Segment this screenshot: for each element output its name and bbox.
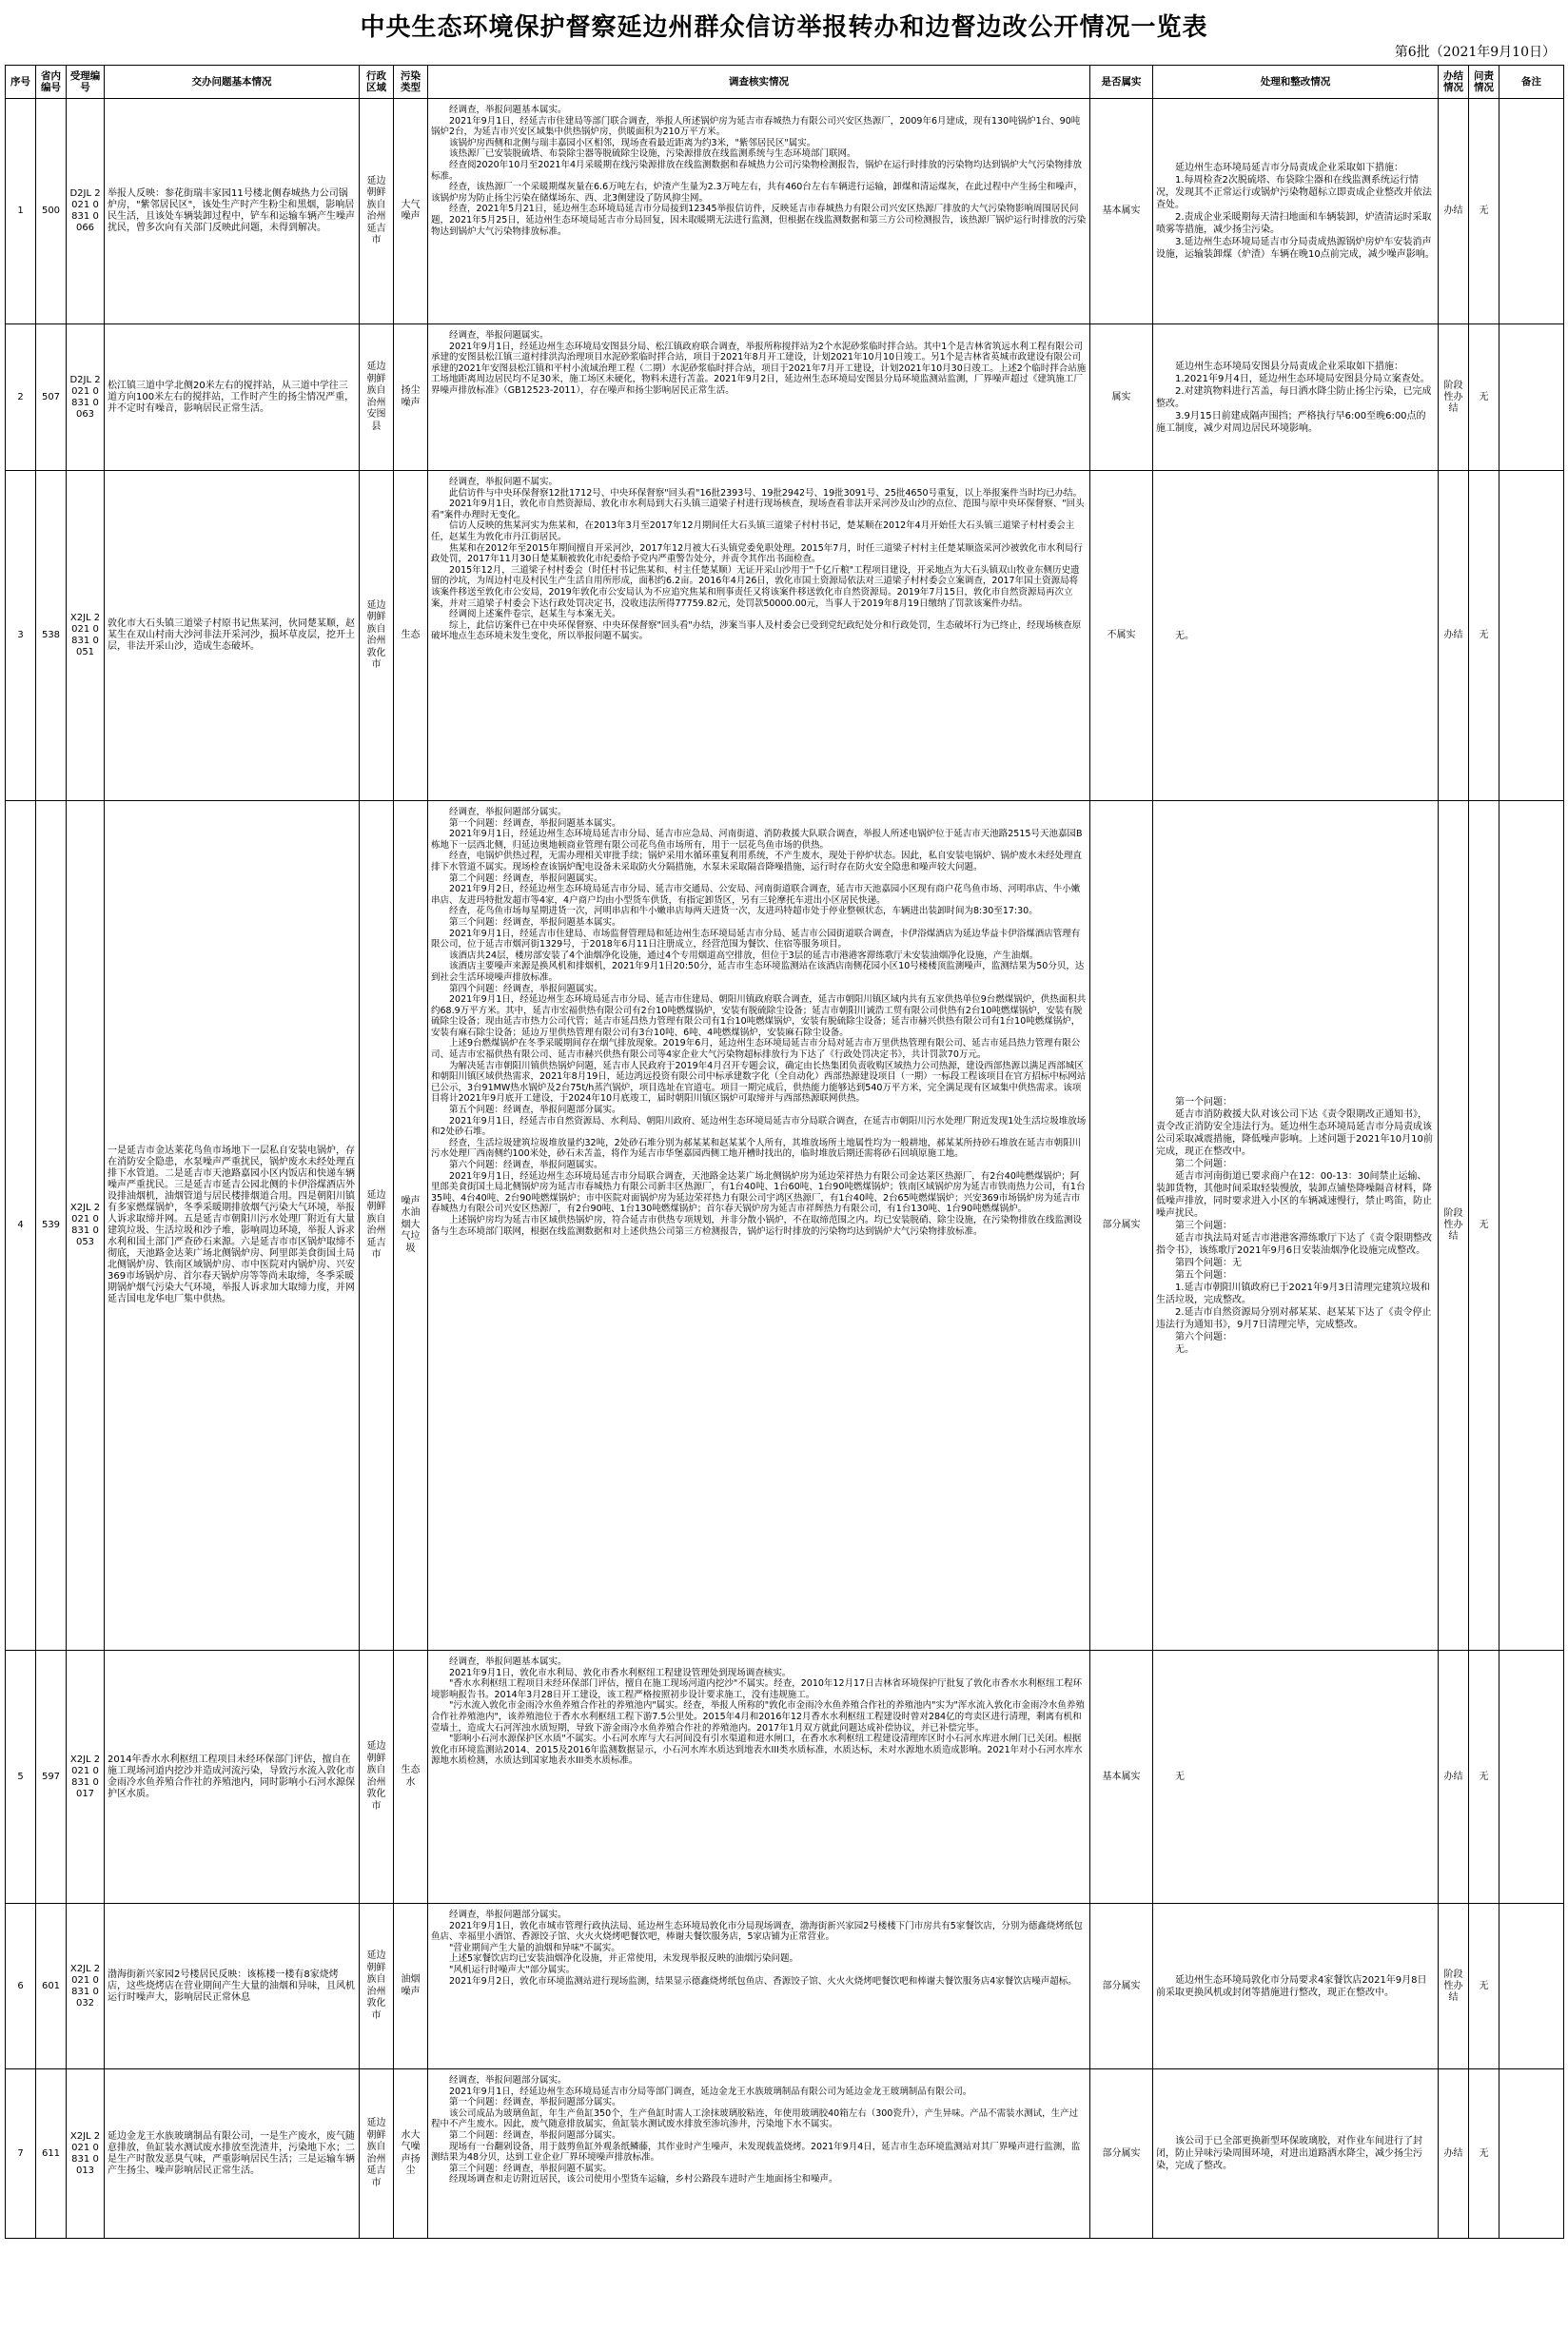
cell-survey-paragraph: "风机运行时噪声大"部分属实。 — [449, 1964, 576, 1975]
cell-done: 阶段性办结 — [1439, 324, 1469, 471]
cell-prov-no: 601 — [36, 1904, 67, 2069]
cell-survey-paragraph: 经查，该热源厂一个采暖期煤灰量在6.6万吨左右，炉渣产生量为2.3万吨左右，共有460台左右车辆进行运输，卸煤和清运煤灰，在此过程中产生扬尘和噪声，该锅炉房为防止扬尘污染在储煤场东、西、北3侧建设了防风抑尘网。 — [431, 182, 1083, 204]
header-note: 备注 — [1499, 66, 1564, 99]
cell-problem: 松江镇三道中学北侧20米左右的搅拌站，从三道中学往三道方向100米左右的搅拌站，工作时产生的扬尘情况严重，并不定时有噪音，影响居民正常生活。 — [105, 324, 360, 471]
cell-handling-paragraph: 1.延吉市朝阳川镇政府已于2021年9月3日清理完建筑垃圾和生活垃圾，完成整改。 — [1156, 1282, 1430, 1305]
cell-survey-paragraph: 第一个问题：经调查，举报问题基本属实。 — [449, 817, 621, 829]
cell-problem: 渤海街新兴家园2号楼居民反映：该栋楼一楼有8家烧烤店，这些烧烤店在营业期间产生大量的油烟和异味，且风机运行时噪声大，影响居民正常休息 — [105, 1904, 360, 2069]
cell-accept-no: X2JL 2021 0831 0013 — [67, 2069, 105, 2239]
cell-survey-paragraph: 2021年9月1日，经延边州生态环境局延吉市分局等部门调查，延边金龙王水族玻璃制品有限公司为延边金龙王玻璃制品有限公司。 — [449, 2086, 972, 2097]
cell-handling-paragraph: 延边州生态环境局安图县分局责成企业采取如下措施： — [1175, 361, 1403, 372]
cell-handling-paragraph: 延吉市执法局对延吉市港港客滞练歌厅下达了《责令限期整改指令书》，该练歌厅2021年9月6日安装油烟净化设施完成整改。 — [1156, 1232, 1432, 1256]
cell-survey-paragraph: 上述5家餐饮店均已安装油烟净化设施，并正常使用，未发现举报反映的油烟污染问题。 — [449, 1953, 799, 1965]
cell-handling-paragraph: 1.每周检查2次脱硫塔、布袋除尘器和在线监测系统运行情况，发现其不正常运行或锅炉污染物超标立即责成企业整改并依法查处。 — [1156, 175, 1432, 210]
cell-region: 延边朝鲜族自治州延吉市 — [360, 99, 394, 324]
cell-survey-paragraph: 经查，花鸟鱼市场每星期进货一次，河明串店和牛小嫩串店每两天进货一次，友进玛特超市处于停业整顿状态，车辆进出装卸时间为8:30至17:30。 — [449, 906, 1038, 917]
cell-handling — [1153, 99, 1439, 324]
cell-handling-paragraph: 1.2021年9月4日，延边州生态环境局安图县分局立案查处。 — [1175, 373, 1430, 384]
cell-survey-paragraph: 第三个问题：经调查，举报问题不属实。 — [449, 2163, 613, 2174]
cell-problem: 2014年香水水利枢纽工程项目未经环保部门评估，擅自在施工现场河道内挖沙并造成河流污染，导致污水流入敦化市金雨冷水鱼养殖合作社的养殖池内，同时影响小石河水源保护区水质。 — [105, 1651, 360, 1904]
cell-handling-paragraph: 2.对建筑物料进行苫盖，每日洒水降尘防止扬尘污染，已完成整改。 — [1156, 385, 1432, 409]
cell-done: 阶段性办结 — [1439, 801, 1469, 1651]
cell-accountability: 无 — [1469, 2069, 1499, 2239]
cell-prov-no: 507 — [36, 324, 67, 471]
cell-region: 延边朝鲜族自治州安图县 — [360, 324, 394, 471]
cell-pollution-type: 水大气噪声扬尘 — [394, 2069, 428, 2239]
cell-survey — [428, 1651, 1090, 1904]
cell-prov-no: 597 — [36, 1651, 67, 1904]
cell-accountability: 无 — [1469, 1651, 1499, 1904]
cell-fact: 不属实 — [1090, 471, 1153, 801]
cell-survey-paragraph: 该酒店共24层，楼房部安装了4个油烟净化设施，通过4个专用烟道高空排放，但位于3层的延吉市港港客滞练歌厅未安装油烟净化设施，产生油烟。 — [449, 950, 1039, 961]
cell-region: 延边朝鲜族自治州延吉市 — [360, 2069, 394, 2239]
cell-done: 办结 — [1439, 99, 1469, 324]
cell-survey-paragraph: 经调查，举报问题基本属实。 — [449, 105, 567, 115]
cell-handling-paragraph: 无。 — [1175, 1343, 1194, 1355]
cell-survey-paragraph: 经调查，举报问题部分属实。 — [449, 2075, 567, 2086]
cell-note — [1499, 801, 1564, 1651]
header-handling: 处理和整改情况 — [1153, 66, 1439, 99]
cell-survey — [428, 99, 1090, 324]
cell-pollution-type: 大气噪声 — [394, 99, 428, 324]
cell-survey-paragraph: 焦某和在2012年至2015年期间擅自开采河沙，2017年12月被大石头镇党委免职处理。2015年7月，时任三道梁子村村主任楚某顺盗采河沙被敦化市水利局行政处罚，2017年11月30日楚某顺被敦化市纪委给予党内严重警告处分，并责令其作出书面检查。 — [431, 542, 1083, 565]
cell-survey-paragraph: 现场有一台翻剁设备，用于鼓剪鱼缸外观条纸鳞藤，其作业时产生噪声，未发现载盖烧烤。2021年9月4日，延吉市生态环境监测站对其厂界噪声进行监测，监测结果为48分贝，达到工业企业厂界环境噪声排放标准。 — [431, 2141, 1081, 2164]
cell-survey — [428, 801, 1090, 1651]
cell-note — [1499, 1651, 1564, 1904]
cell-survey-paragraph: "影响小石河水源保护区水质"不属实。小石河水库与大石河间没有引水渠道和进水闸口，在香水水利枢纽工程建设清理库区时小石河水库进水闸门已关闭。根据敦化市环境监测站2014、2015及2016年监测数据显示，小石河水库水质达到地表水III类水质标准，水质达标，未对水源地水质造成影响。2021年对小石河水库水源地水质检测，水质达到国家地表水III类水质标准。 — [431, 1734, 1083, 1767]
cell-fact: 属实 — [1090, 324, 1153, 471]
cell-survey-paragraph: 上述9台燃煤锅炉在冬季采暖期间存在烟气排放现象。2019年6月，延边州生态环境局延吉市分局对延吉市万里供热管理有限公司、延吉市延昌热力管理有限公司、延吉市宏福供热有限公司、延吉市赫兴供热有限公司等4家企业大气污染物超标排放行为下达了《行政处罚决定书》，共计罚款70万元。 — [431, 1038, 1081, 1061]
header-survey: 调查核实情况 — [428, 66, 1090, 99]
cell-handling-paragraph: 第一个问题： — [1175, 1096, 1232, 1107]
cell-region: 延边朝鲜族自治州敦化市 — [360, 1904, 394, 2069]
cell-handling-paragraph: 2.责成企业采暖期每天清扫地面和车辆装卸，炉渣清运时采取喷雾等措施，减少扬尘污染。 — [1156, 212, 1432, 235]
cell-fact: 部分属实 — [1090, 1904, 1153, 2069]
header-fact: 是否属实 — [1090, 66, 1153, 99]
cell-survey-paragraph: 为解决延吉市朝阳川镇供热锅炉问题，延吉市人民政府于2019年4月召开专题会议，确定由长热集团负责收购区域热力公司热源，建设西部热源以满足西部城区和朝阳川镇区域供热需求，2021年8月19日，延边鸿远投资有限公司中标承建数字化（全自动化）西部热源建设项目（一期）一标段工程该项目在官方招标中标网站已公示，3台91MW热水锅炉及2台75t/h蒸汽锅炉，项目选址在官道屯。项目一期完成后，供热能力能够达到540万平方米，完全满足现有区域集中供热需求。该项目将计2021年9月底开工建设，于2024年10月底竣工，届时朝阳川镇区锅炉可取缔并与西部热源联网供热。 — [431, 1060, 1087, 1105]
cell-note — [1499, 99, 1564, 324]
cell-problem: 一是延吉市金达莱花鸟鱼市场地下一层私自安装电锅炉，存在消防安全隐患，水泵噪声严重扰民，锅炉废水未经处理直排下水管道。二是延吉市天池路嘉园小区内饭店和快递车辆噪声严重扰民。三是延吉市延吉公园北侧的卡伊浴煤酒店外设排油烟机，油烟管道与居民楼排烟道合用。四是朝阳川镇有多家燃煤锅炉，冬季采暖期排放烟气污染大气环境，举报人诉求取缔并网。五是延吉市朝阳川污水处理厂附近有大量建筑垃圾、生活垃圾和沙子堆，影响周边环境，举报人诉求水利和国土部门严查砂石来源。六是延吉市市区锅炉取缔不彻底，天池路金达莱广场北侧锅炉房、阿里郎美食街国土局北侧锅炉房、铁南区域锅炉房、市中医院对内锅炉房、兴安369市场锅炉房、首尔春天锅炉房等等尚未取缔，冬季采暖期锅炉烟气污染大气环境，举报人诉求加大取缔力度，并网延吉国电龙华电厂集中供热。 — [105, 801, 360, 1651]
cell-survey-paragraph: 综上，此信访案件已在中央环保督察、中央环保督察"回头看"办结，涉案当事人及村委会已受到党纪政纪处分和行政处罚，生态破坏行为已终止，经现场核查原破坏地点生态环境未发生变化，所以举报问题不属实。 — [431, 619, 1082, 642]
batch-date: 第6批（2021年9月10日） — [1394, 45, 1556, 60]
cell-handling-paragraph: 延吉市河南街道已要求商户在12：00-13：30间禁止运输、装卸货物，其他时间采取轻装慢放，装卸点铺垫降噪隔音材料，降低噪声排放，同时要求进入小区的车辆减速慢行，禁止鸣笛，防止噪声扰民。 — [1156, 1170, 1432, 1219]
cell-handling-paragraph: 第六个问题： — [1175, 1331, 1232, 1342]
cell-fact: 部分属实 — [1090, 801, 1153, 1651]
cell-survey-paragraph: 信访人反映的焦某河实为焦某和，在2013年3月至2017年12月期间任大石头镇三道梁子村村书记，楚某顺在2012年4月开始任大石头镇三道梁子村村委会主任，赵某生为敦化市丹江街居民。 — [431, 520, 1075, 542]
table-header-row — [6, 66, 1564, 99]
cell-handling-paragraph: 延边州生态环境局敦化市分局要求4家餐饮店2021年9月8日前采取更换风机或封闭等措施进行整改，现正在整改中。 — [1156, 1974, 1427, 1998]
header-problem: 交办问题基本情况 — [105, 66, 360, 99]
cell-handling-paragraph: 延边州生态环境局延吉市分局责成企业采取如下措施： — [1175, 163, 1403, 173]
cell-seq: 4 — [6, 801, 36, 1651]
cell-pollution-type: 生态水 — [394, 1651, 428, 1904]
cell-accountability: 无 — [1469, 471, 1499, 801]
cell-handling-paragraph: 第三个问题： — [1175, 1220, 1232, 1231]
cell-seq: 2 — [6, 324, 36, 471]
cell-survey-paragraph: 经调查，举报问题基本属实。 — [449, 1656, 567, 1667]
cell-accept-no: X2JL 2021 0831 0017 — [67, 1651, 105, 1904]
cell-survey — [428, 471, 1090, 801]
cell-accept-no: X2JL 2021 0831 0032 — [67, 1904, 105, 2069]
cell-note — [1499, 471, 1564, 801]
cell-survey-paragraph: 经调查，举报问题部分属实。 — [449, 1910, 567, 1920]
cell-survey-paragraph: 该公司成品为玻璃鱼缸，年生产鱼缸350个，生产鱼缸时需人工涂抹玻璃胶粘连，年使用玻璃胶40箱左右（300瓷升），产生异味。产品不需装水测试，生产过程中不产生废水。因此，废气随意排放属实，鱼缸装水测试废水排放至渗坑渗井，污染地下水不属实。 — [431, 2107, 1079, 2130]
cell-handling — [1153, 1651, 1439, 1904]
cell-survey-paragraph: 2015年12月，三道梁子村村委会（时任村书记焦某和、村主任楚某顺）无证开采山沙用于"千亿斤粮"工程项目建设，开采地点为大石头镇双山牧业东侧历史遗留的沙坑，为周边村屯及村民生产生活自用所形成，面积约6.2亩。2016年4月26日，敦化市国土资源局依法对三道梁子村村委会立案调查，2017年国土资源局将该案件移送至敦化市公安局，2019年敦化市公安局认为不应追究焦某和刑事责任又将该案件移送敦化市自然资源局。2019年7月15日，敦化市自然资源局再次立案，并对三道梁子村委会下达行政处罚决定书，没收违法所得77759.82元，处罚款50000.00元，当事人于2019年8月19日缴纳了罚款该案件办结。 — [431, 564, 1080, 609]
cell-region: 延边朝鲜族自治州延吉市 — [360, 801, 394, 1651]
cell-handling-paragraph: 延吉市消防救援大队对该公司下达《责令限期改正通知书》，责令改正消防安全违法行为。延边州生态环境局延吉市分局责成该公司采取减震措施，降低噪声影响。上述问题于2021年10月10前完成，现正在整改中。 — [1156, 1108, 1433, 1157]
cell-survey-paragraph: 第二个问题：经调查，举报问题属实。 — [449, 872, 603, 884]
cell-survey-paragraph: 第一个问题：经调查，举报问题部分属实。 — [449, 2097, 621, 2108]
cell-pollution-type: 噪声水油烟大气垃圾 — [394, 801, 428, 1651]
cell-survey-paragraph: 2021年9月1日，经延吉市住建局等部门联合调查，举报人所述锅炉房为延吉市春城热力有限公司兴安区热源厂，2009年6月建成，现有130吨锅炉1台、90吨锅炉2台，为延吉市兴安区域集中供热锅炉房，供暖面积为210万平方米。 — [431, 115, 1081, 138]
cell-prov-no: 611 — [36, 2069, 67, 2239]
cell-accept-no: D2JL 2021 0831 0066 — [67, 99, 105, 324]
cell-survey — [428, 2069, 1090, 2239]
cell-survey-paragraph: 该锅炉房西侧和北侧与瑞丰嘉园小区相邻，现场查看最近距离为约3米，"紫邻居民区"属实。 — [449, 137, 816, 148]
cell-pollution-type: 扬尘噪声 — [394, 324, 428, 471]
cell-survey-paragraph: 2021年9月1日，经延吉市住建局、市场监督管理局和延边州生态环境局延吉市分局、延吉市公园街道联合调查，卡伊浴煤酒店为延边华益卡伊浴煤酒店管理有限公司，位于延吉市烟河街1329号，于2018年6月11日注册成立，经营范围为餐饮、住宿等服务项目。 — [431, 928, 1081, 950]
cell-survey-paragraph: 2021年9月1日，敦化市自然资源局、敦化市水利局到大石头镇三道梁子村进行现场核查，现场查看非法开采河沙及山沙的点位、范围与原中央环保督察、"回头看"案件办理时无变化。 — [431, 499, 1085, 520]
table-body — [6, 99, 1564, 2239]
table-row — [6, 2069, 1564, 2239]
header-accept-no: 受理编号 — [67, 66, 105, 99]
cell-survey-paragraph: "营业期间产生大量的油烟和异味"不属实。 — [449, 1942, 620, 1953]
cell-problem: 延边金龙王水族玻璃制品有限公司，一是生产废水，废气随意排放，鱼缸装水测试废水排放至洗渣井，污染地下水；二是生产时散发恶臭气味，严重影响居民生活；三是运输车辆产生扬尘、噪声影响居民正常生活。 — [105, 2069, 360, 2239]
cell-accountability: 无 — [1469, 324, 1499, 471]
cell-handling — [1153, 324, 1439, 471]
cell-survey-paragraph: 经查，电锅炉供热过程，无需办理相关审批手续；锅炉采用水循环重复利用系统，不产生废水，现处于停炉状态。因此，私自安装电锅炉、锅炉废水未经处理直排下水管道不属实。现场检查该锅炉配电设备未采取防火分隔措施，水泵未采取隔音降噪措施，运行时存在防火安全隐患和噪声较大问题。 — [431, 851, 1083, 872]
cell-seq: 1 — [6, 99, 36, 324]
cell-accountability: 无 — [1469, 1904, 1499, 2069]
cell-handling-paragraph: 第二个问题： — [1175, 1158, 1232, 1169]
cell-survey-paragraph: 2021年9月1日，敦化市城市管理行政执法局、延边州生态环境局敦化市分局现场调查，渤海街新兴家园2号楼楼下门市房共有5家餐饮店，分别为德鑫烧烤纸包鱼店、幸福里小酒馆、香源饺子馆、火火火烧烤吧餐饮吧，棒谢夫餐饮服务店，5家店铺为正常营业。 — [431, 1920, 1083, 1943]
cell-handling-paragraph: 该公司于已全部更换新型环保玻璃胶，对作业车间进行了封闭，防止异味污染周围环境，对进出道路洒水降尘，减少扬尘污染，完成了整改。 — [1156, 2136, 1422, 2171]
complaints-table — [5, 65, 1564, 2239]
cell-survey-paragraph: 该热源厂已安装脱硫塔、布袋除尘器等脱硫除尘设施，污染源排放在线监测系统与生态环境部门联网。 — [449, 148, 856, 160]
cell-survey-paragraph: 2021年9月1日，经延边州生态环境局安图县分局、松江镇政府联合调查，举报所称搅拌站为2个水泥砂浆临时拌合站。其中1个是吉林省筑远水利工程有限公司承建的安图县松江镇三道村排洪沟治理项目水泥砂浆临时拌合站，项目于2021年8月开工建设，计划2021年10月10日竣工。另1个是吉林省英城市政建设有限公司承建的2021年安图县松江镇和平村小流域治理工程（二期）水泥砂浆临时拌合站，项目于2021年7月开工建设，计划2021年10月30日竣工。上述2个临时拌合站施工场地距离周边居民均不足30米，施工场区未硬化，物料未进行苫盖。2021年9月2日，延边州生态环境局安图县分局环境监测站监测，厂界噪声超过《建筑施工厂界噪声排放标准》（GB12523-2011），存在噪声和扬尘影响居民正常生活。 — [431, 341, 1087, 396]
cell-survey-paragraph: 此信访件与中央环保督察12批1712号、中央环保督察"回头看"16批2393号、19批2942号、19批3091号、25批4650号重复，以上举报案件当时均已办结。 — [449, 487, 1083, 499]
cell-done: 办结 — [1439, 1651, 1469, 1904]
cell-survey-paragraph: "污水流入敦化市金雨冷水鱼养殖合作社的养殖池内"属实。经查，举报人所称的"敦化市金雨冷水鱼养殖合作社的养殖池内"实为"浑水流入敦化市金雨冷水鱼养殖合作社养殖池内"，该养殖池位于香水水利枢纽工程下游7.5公里处。2015年4月和2016年12月香水水利枢纽工程建设时曾对284亿的弯卖区进行清理，剩离有机和壹墙土，造成大石河浑浊水质短期，导致下游金雨冷水鱼养殖合作社的养殖池内。2017年1月双方就此问题达成补偿协议，并已补偿完毕。 — [431, 1700, 1085, 1734]
cell-prov-no: 539 — [36, 801, 67, 1651]
cell-handling-paragraph: 无 — [1175, 1772, 1185, 1782]
header-region: 行政区域 — [360, 66, 394, 99]
cell-survey-paragraph: 经调查，举报问题不属实。 — [449, 477, 559, 487]
cell-seq: 6 — [6, 1904, 36, 2069]
cell-note — [1499, 2069, 1564, 2239]
cell-fact: 部分属实 — [1090, 2069, 1153, 2239]
cell-seq: 7 — [6, 2069, 36, 2239]
cell-region: 延边朝鲜族自治州敦化市 — [360, 1651, 394, 1904]
cell-accept-no: X2JL 2021 0831 0051 — [67, 471, 105, 801]
table-row — [6, 1904, 1564, 2069]
table-row — [6, 471, 1564, 801]
cell-fact: 基本属实 — [1090, 1651, 1153, 1904]
cell-note — [1499, 324, 1564, 471]
header-done: 办结情况 — [1439, 66, 1469, 99]
cell-done: 阶段性办结 — [1439, 1904, 1469, 2069]
cell-survey-paragraph: 2021年9月1日，敦化市水利局、敦化市香水利枢纽工程建设管理处到现场调查核实。 — [449, 1667, 792, 1678]
cell-survey-paragraph: 经查，2021年5月21日，延边州生态环境局延吉市分局接到12345举报信访件，反映延吉市春城热力有限公司兴安区热源厂排放的大气污染物影响周围居民问题，2021年5月25日，延边州生态环境局延吉市分局回复，因未取暖期无法进行监测，但根据在线监测数据和第三方公司检测报告，该热源厂锅炉运行时排放的污染物达到锅炉大气污染物排放标准。 — [431, 204, 1087, 237]
table-row — [6, 99, 1564, 324]
cell-survey-paragraph: 2021年9月1日，经延边州生态环境局延吉市分局联合调查，天池路金达莱广场北侧锅炉房为延边荣祥热力有限公司金达莱区热源厂，有2台40吨燃煤锅炉；阿里郎美食街国土局北侧锅炉房为延吉市春城热力有限公司新丰区热源厂，有1台40吨、1台60吨、1台90吨燃煤锅炉；铁南区域锅炉房为延吉市铁南热力公司，有1台35吨、4台40吨、2台90吨燃煤锅炉；市中医院对面锅炉房为延边荣祥热力有限公司宇鸿区热源厂，有1台40吨、2台65吨燃煤锅炉；兴安369市场锅炉房为延吉市春城热力有限公司兴安区热源厂，有2台90吨、1台130吨燃煤锅炉；首尔春天锅炉房为延吉市祥辉热力有限公司，有1台130吨、1台90吨燃煤锅炉。 — [431, 1170, 1086, 1215]
cell-survey — [428, 324, 1090, 471]
cell-handling-paragraph: 无。 — [1175, 630, 1194, 641]
cell-seq: 3 — [6, 471, 36, 801]
cell-survey-paragraph: 经现场调查和走访附近居民，该公司使用小型货车运输，乡村公路段车进时产生地面扬尘和噪声。 — [449, 2174, 838, 2185]
table-row — [6, 1651, 1564, 1904]
cell-survey-paragraph: 上述锅炉房均为延吉市区域供热锅炉房，符合延吉市供热专项规划，并非分散小锅炉，不在取缔范围之内。均已安装脱硝、除尘设施，在污染物排放在线监测设备与生态环境部门联网，根据在线监测数据和对上述供热公司第三方检测报告，锅炉运行时排放的污染物均达到锅炉大气污染物排放标准。 — [431, 1214, 1083, 1237]
cell-survey-paragraph: 2021年9月2日，敦化市环境监测站进行现场监测，结果显示德鑫烧烤纸包鱼店、香源饺子馆、火火火烧烤吧餐饮吧和棒谢夫餐饮服务店4家餐饮店噪声超标。 — [449, 1975, 1077, 1987]
cell-seq: 5 — [6, 1651, 36, 1904]
cell-survey-paragraph: 经调阅上述案件卷宗，赵某生与本案无关。 — [449, 609, 621, 620]
cell-survey-paragraph: 经调查，举报问题部分属实。 — [449, 807, 567, 817]
cell-note — [1499, 1904, 1564, 2069]
cell-prov-no: 500 — [36, 99, 67, 324]
header-prov-no: 省内编号 — [36, 66, 67, 99]
cell-handling — [1153, 801, 1439, 1651]
cell-handling — [1153, 1904, 1439, 2069]
cell-survey-paragraph: "香水水利枢纽工程项目未经环保部门评估，擅自在施工现场河道内挖沙"不属实。经查，2010年12月17日吉林省环境保护厅批复了敦化市香水水利枢纽工程环境影响报告书。2014年3月28日开工建设，该工程严格按照初步设计要求施工，没有违规施工。 — [431, 1678, 1083, 1700]
cell-problem: 举报人反映：参花街瑞丰家园11号楼北侧春城热力公司锅炉房，"紫邻居民区"，该处生产时产生粉尘和黑烟，影响居民生活，且该处车辆装卸过程中，铲车和运输车辆产生噪声扰民，曾多次向有关部门反映此问题，未得到解决。 — [105, 99, 360, 324]
cell-survey-paragraph: 第六个问题：经调查，举报问题属实。 — [449, 1160, 603, 1170]
cell-survey-paragraph: 第四个问题：经调查，举报问题属实。 — [449, 983, 603, 994]
cell-handling-paragraph: 第五个问题： — [1175, 1269, 1232, 1281]
cell-fact: 基本属实 — [1090, 99, 1153, 324]
cell-handling-paragraph: 3.9月15日前建成隔声围挡；严格执行早6:00至晚6:00点的施工制度，减少对周边居民环境影响。 — [1156, 410, 1426, 434]
cell-accountability: 无 — [1469, 801, 1499, 1651]
cell-problem: 敦化市大石头镇三道梁子村原书记焦某河，伙同楚某顺，赵某生在双山村南大沙河非法开采河沙，损坏草皮层，挖开土层，非法开采山沙，造成生态破坏。 — [105, 471, 360, 801]
cell-handling-paragraph: 第四个问题：无 — [1175, 1257, 1242, 1268]
cell-survey-paragraph: 经查，生活垃圾建筑垃圾堆放量约32吨，2处砂石堆分别为郝某某和赵某某个人所有，其堆放场所土地属性均为一般耕地，郝某某所持砂石堆放在延吉市朝阳川污水处理厂西南侧约100米处，砂石未苫盖，将作为延吉市华堡嘉园西侧工地开槽时找出的，临时堆放后期还需将砂石回填原施工地。 — [431, 1137, 1082, 1160]
header-seq: 序号 — [6, 66, 36, 99]
cell-survey-paragraph: 2021年9月1日，经延边州生态环境局延吉市分局、延吉市应急局、河南街道、消防救援大队联合调查，举报人所述电锅炉位于延吉市天池路2515号天池嘉园B栋地下一层西北侧，归延边奥地顿商业管理有限公司花鸟鱼市场所有，用于一层花鸟鱼市场的供热。 — [431, 829, 1083, 851]
cell-handling — [1153, 471, 1439, 801]
cell-region: 延边朝鲜族自治州敦化市 — [360, 471, 394, 801]
cell-handling-paragraph: 3.延边州生态环境局延吉市分局责成热源锅炉房炉车安装消声设施，运输装卸煤（炉渣）车辆在晚10点前完成，减少噪声影响。 — [1156, 237, 1435, 260]
cell-accept-no: D2JL 2021 0831 0063 — [67, 324, 105, 471]
cell-done: 办结 — [1439, 471, 1469, 801]
cell-survey-paragraph: 经调查，举报问题属实。 — [449, 330, 549, 341]
cell-accountability: 无 — [1469, 99, 1499, 324]
cell-survey-paragraph: 第三个问题：经调查，举报问题基本属实。 — [449, 916, 621, 928]
cell-survey-paragraph: 该酒店主要噪声来源是换风机和排烟机，2021年9月1日20:50分，延吉市生态环境监测站在该酒店南侧花园小区10号楼楼顶监测噪声，监测结果为50分贝，达到社会生活环境噪声排放标准。 — [431, 961, 1085, 983]
cell-survey-paragraph: 经查阅2020年10月至2021年4月采暖期在线污染源排放在线监测数据和春城热力公司污染物检测报告，锅炉在运行时排放的污染物均达到锅炉大气污染物排放标准。 — [431, 159, 1082, 182]
cell-prov-no: 538 — [36, 471, 67, 801]
cell-survey-paragraph: 2021年9月2日，经延边州生态环境局延吉市分局、延吉市交通局、公安局、河南街道联合调查，延吉市天池嘉园小区现有商户花鸟鱼市场、河明串店、牛小嫩串店、友进玛特批发超市等4家，4户商户均由小型货车供货，有指定卸货区，另有三轮摩托车进出小区居民快递。 — [431, 884, 1081, 906]
cell-survey-paragraph: 2021年9月1日，经延边州生态环境局延吉市分局、延吉市住建局、朝阳川镇政府联合调查，延吉市朝阳川镇区域内共有五家供热单位9台燃煤锅炉，供热面积共约68.9万平方米。其中，延吉市宏福供热有限公司有2台10吨燃煤锅炉，安装有脱硫除尘设备；延吉市朝阳川诚浩工贸有限公司供热有2台10吨燃煤锅炉，安装有脱硫除尘设备；现由延吉市热力公司代管；延吉市延昌热力管理有限公司有1台10吨燃煤锅炉，安装有脱硫除尘设备；延吉市赫兴供热有限公司有1台10吨燃煤锅炉，安装有麻石除尘设备；延边万里供热管理有限公司有3台10吨、6吨、4吨燃煤锅炉，安装麻石除尘设备。 — [431, 994, 1087, 1038]
table-row — [6, 324, 1564, 471]
cell-done: 办结 — [1439, 2069, 1469, 2239]
cell-accept-no: X2JL 2021 0831 0053 — [67, 801, 105, 1651]
cell-survey-paragraph: 第五个问题：经调查，举报问题部分属实。 — [449, 1105, 621, 1116]
cell-survey-paragraph: 第二个问题：经调查，举报问题部分属实。 — [449, 2129, 621, 2141]
cell-handling-paragraph: 2.延吉市自然资源局分别对郝某某、赵某某下达了《责令停止违法行为通知书》，9月7日清理完毕，完成整改。 — [1156, 1306, 1432, 1330]
cell-survey-paragraph: 2021年9月1日，经延吉市自然资源局、水利局、朝阳川政府、延边州生态环境局延吉市分局联合调查，在延吉市朝阳川污水处理厂附近发现1处生活垃圾堆放场和2处砂石堆。 — [431, 1115, 1087, 1138]
cell-pollution-type: 生态 — [394, 471, 428, 801]
header-pollution-type: 污染类型 — [394, 66, 428, 99]
document-title: 中央生态环境保护督察延边州群众信访举报转办和边督边改公开情况一览表 — [360, 13, 1208, 42]
cell-survey — [428, 1904, 1090, 2069]
cell-handling — [1153, 2069, 1439, 2239]
table-row — [6, 801, 1564, 1651]
header-accountability: 问责情况 — [1469, 66, 1499, 99]
cell-pollution-type: 油烟噪声 — [394, 1904, 428, 2069]
